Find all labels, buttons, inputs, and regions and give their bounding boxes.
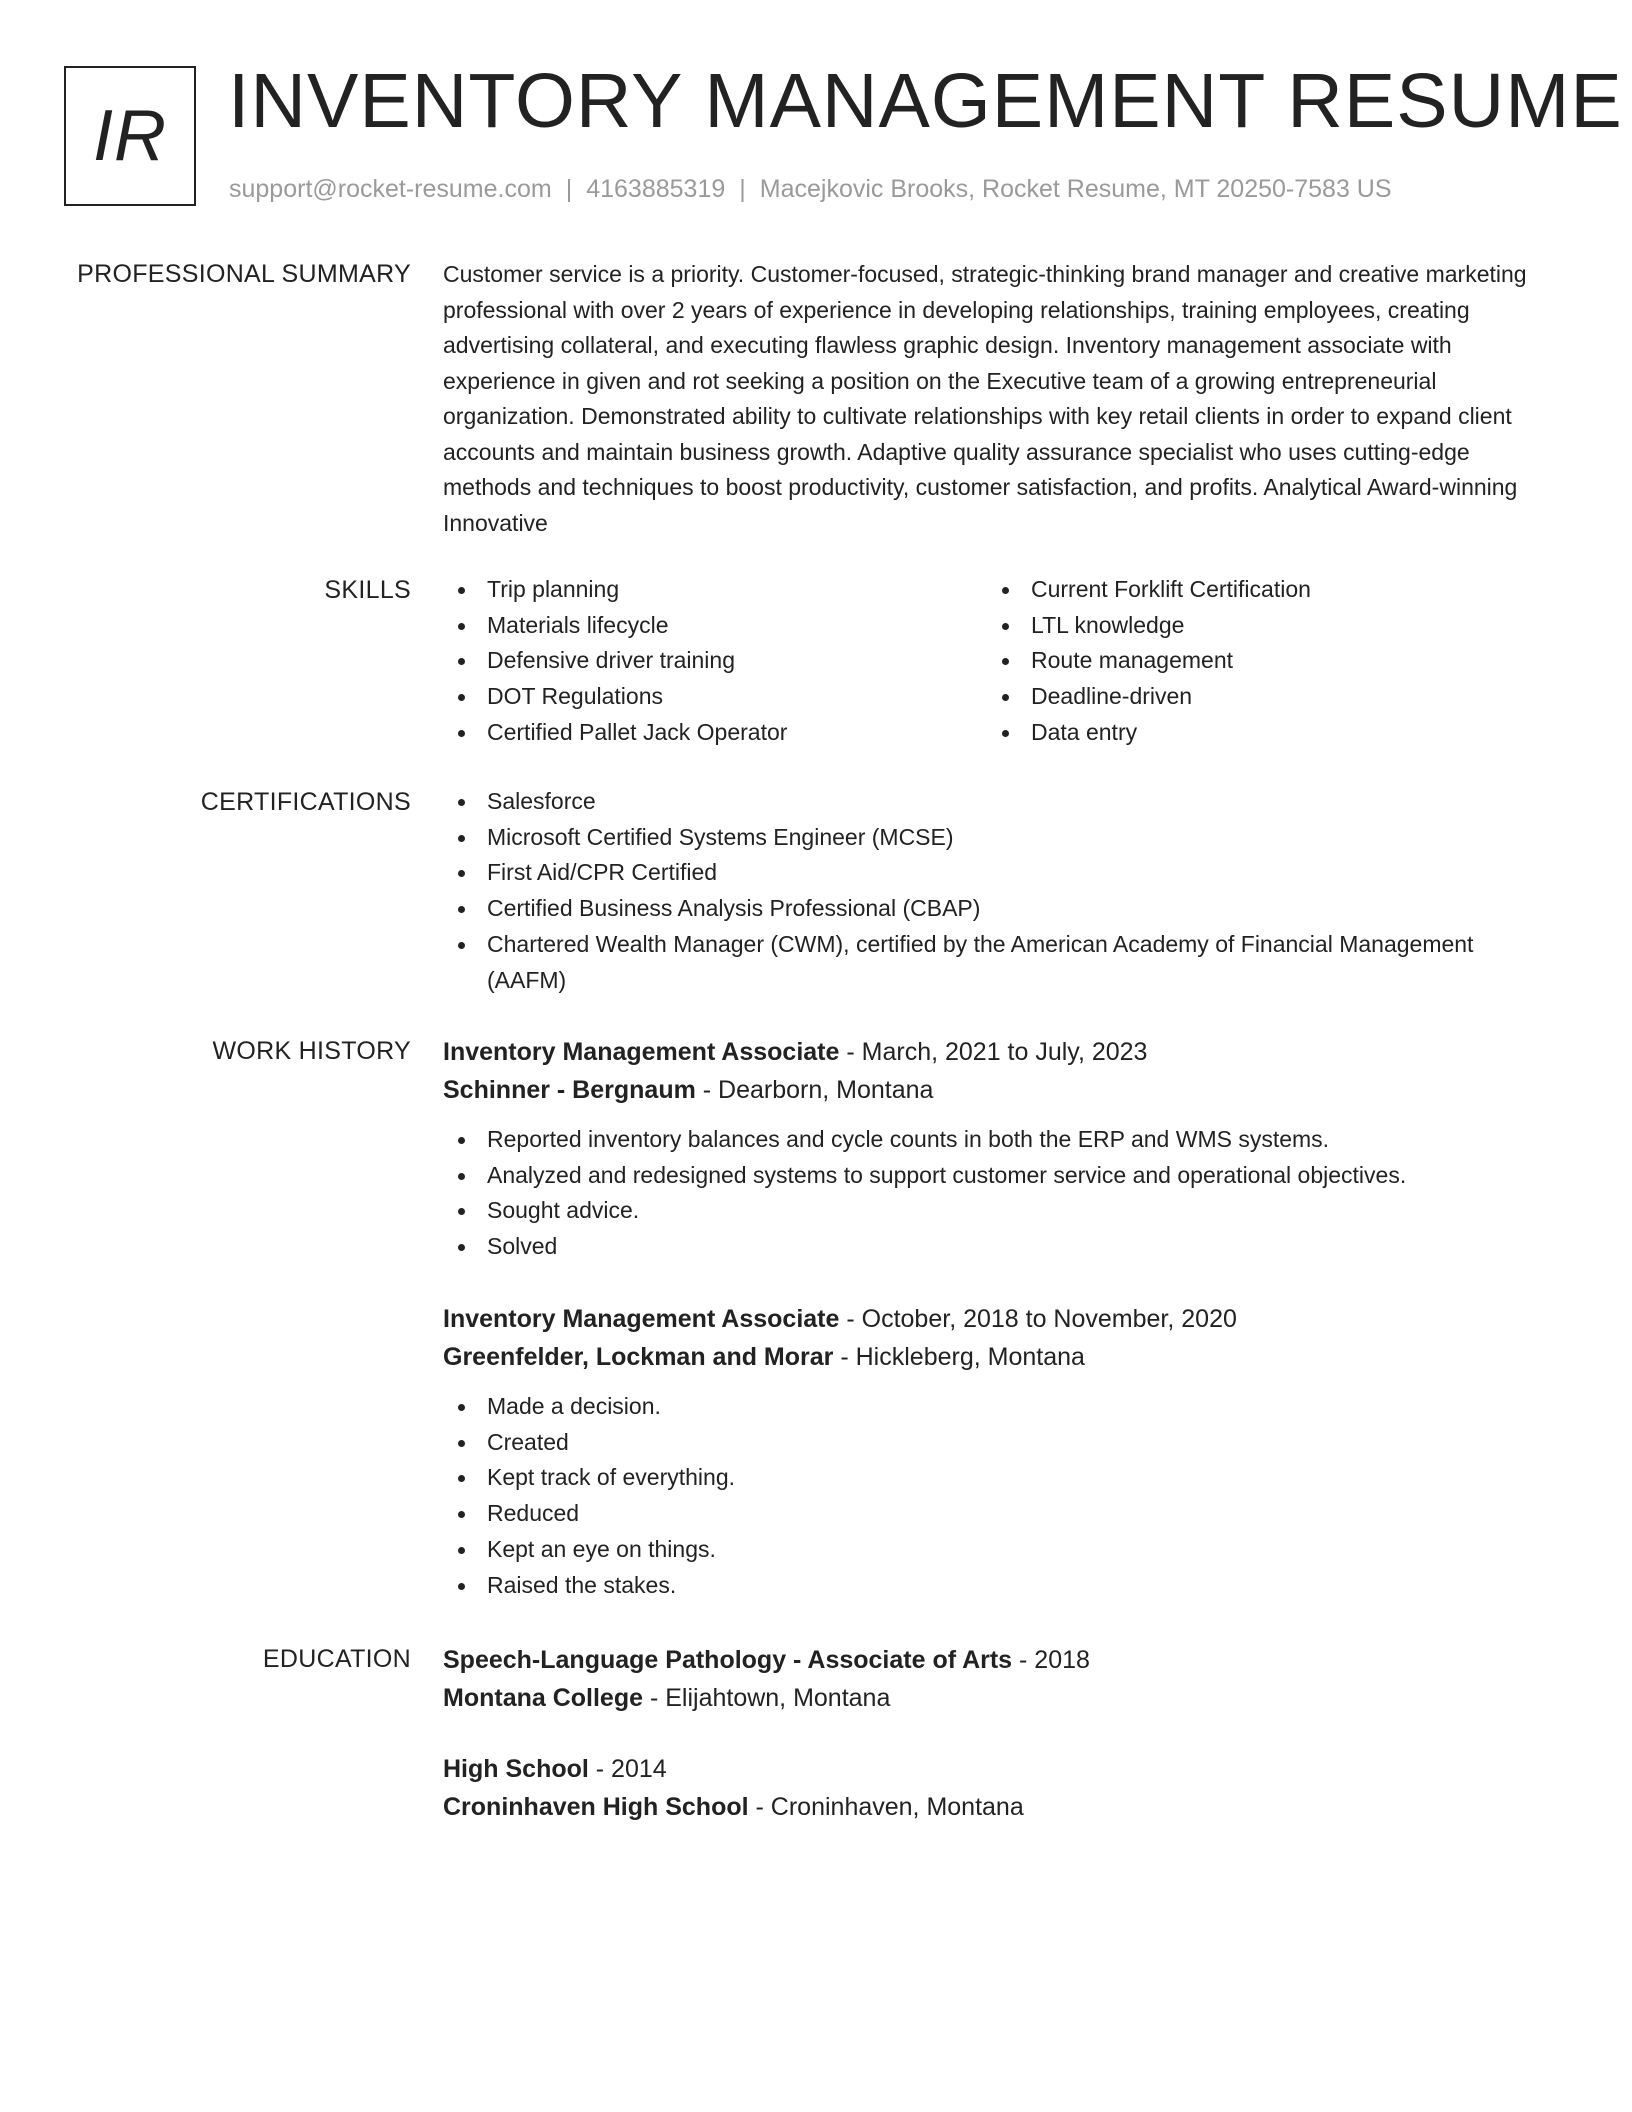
list-item: Data entry [987,715,1531,751]
list-item: Trip planning [443,572,987,608]
list-item: Certified Business Analysis Professional (CBAP) [443,891,1555,927]
list-item: Current Forklift Certification [987,572,1531,608]
contact-separator: | [565,175,573,203]
education-degree: High School [443,1755,589,1783]
job-location: - Hickleberg, Montana [833,1343,1085,1371]
list-item: Sought advice. [443,1193,1555,1229]
skills-list [443,572,987,751]
contact-phone[interactable]: 4163885319 [586,175,726,203]
list-item: LTL knowledge [987,608,1531,644]
education-school-line [443,1679,1555,1717]
education-entry [443,1750,1555,1826]
job-company: Schinner - Bergnaum [443,1076,696,1104]
skills-columns [443,572,1555,751]
skills-list [987,572,1531,751]
list-item: First Aid/CPR Certified [443,855,1555,891]
job-title-line [443,1033,1555,1071]
education-degree-line [443,1641,1555,1679]
list-item: Route management [987,643,1531,679]
contact-address: Macejkovic Brooks, Rocket Resume, MT 20250-7583 US [759,175,1392,203]
education-school: Montana College [443,1684,644,1712]
education-degree: Speech-Language Pathology - Associate of Arts [443,1646,1013,1674]
list-item: Solved [443,1229,1555,1265]
job-duties-list [443,1122,1555,1265]
section-label: PROFESSIONAL SUMMARY [77,260,411,288]
job-entry [443,1033,1555,1265]
job-company-line [443,1071,1555,1109]
education-location: - Croninhaven, Montana [748,1793,1024,1821]
job-company-line [443,1338,1555,1376]
job-title: Inventory Management Associate [443,1305,840,1333]
job-company: Greenfelder, Lockman and Morar [443,1343,834,1371]
education-school-line [443,1788,1555,1826]
skills-body [443,572,1555,751]
list-item: Reduced [443,1496,1555,1532]
education-school: Croninhaven High School [443,1793,749,1821]
job-location: - Dearborn, Montana [695,1076,934,1104]
list-item: Deadline-driven [987,679,1531,715]
list-item: Raised the stakes. [443,1568,1555,1604]
list-item: Created [443,1425,1555,1461]
summary-text: Customer service is a priority. Customer-focused, strategic-thinking brand manager and creative marketing professional with over 2 years of experience in developing relationships, training employees, creating advertising collateral, and executing flawless graphic design. Inventory management associate with experience in given and rot seeking a position on the Executive team of a growing entrepreneurial organization. Demonstrated ability to cultivate relationships with key retail clients in order to expand client accounts and maintain business growth. Adaptive quality assurance specialist who uses cutting-edge methods and techniques to boost productivity, customer satisfaction, and profits. Analytical Award-winning Innovative [443,261,1527,536]
list-item: Microsoft Certified Systems Engineer (MCSE) [443,820,1555,856]
list-item: Kept track of everything. [443,1460,1555,1496]
job-duties-list [443,1389,1555,1603]
job-title-line [443,1300,1555,1338]
contact-email[interactable]: support@rocket-resume.com [229,175,552,203]
contact-line [229,172,1392,206]
certifications-list [443,784,1555,998]
job-entry [443,1300,1555,1603]
skills-column-right [987,572,1531,751]
list-item: Chartered Wealth Manager (CWM), certified by the American Academy of Financial Management (AAFM) [443,927,1555,998]
list-item: DOT Regulations [443,679,987,715]
section-label: CERTIFICATIONS [200,788,411,816]
job-title: Inventory Management Associate [443,1038,840,1066]
list-item: Salesforce [443,784,1555,820]
list-item: Materials lifecycle [443,608,987,644]
education-year: - 2018 [1012,1646,1090,1674]
list-item: Reported inventory balances and cycle counts in both the ERP and WMS systems. [443,1122,1555,1158]
education-body [443,1641,1555,1821]
list-item: Certified Pallet Jack Operator [443,715,987,751]
education-degree-line [443,1750,1555,1788]
section-label: SKILLS [324,576,411,604]
list-item: Made a decision. [443,1389,1555,1425]
list-item: Kept an eye on things. [443,1532,1555,1568]
section-label: WORK HISTORY [212,1037,411,1065]
job-dates: - October, 2018 to November, 2020 [839,1305,1237,1333]
work-history-body [443,1033,1555,1598]
list-item: Analyzed and redesigned systems to support customer service and operational objectives. [443,1158,1555,1194]
education-year: - 2014 [588,1755,667,1783]
contact-separator: | [739,175,746,203]
education-location: - Elijahtown, Montana [643,1684,891,1712]
resume-title: INVENTORY MANAGEMENT RESUME [228,58,1623,144]
education-entry [443,1641,1555,1717]
skills-column-left [443,572,987,751]
summary-body [443,257,1555,541]
section-label: EDUCATION [262,1645,411,1673]
certifications-body [443,784,1555,998]
list-item: Defensive driver training [443,643,987,679]
monogram-logo: IR [64,66,196,206]
job-dates: - March, 2021 to July, 2023 [839,1038,1148,1066]
